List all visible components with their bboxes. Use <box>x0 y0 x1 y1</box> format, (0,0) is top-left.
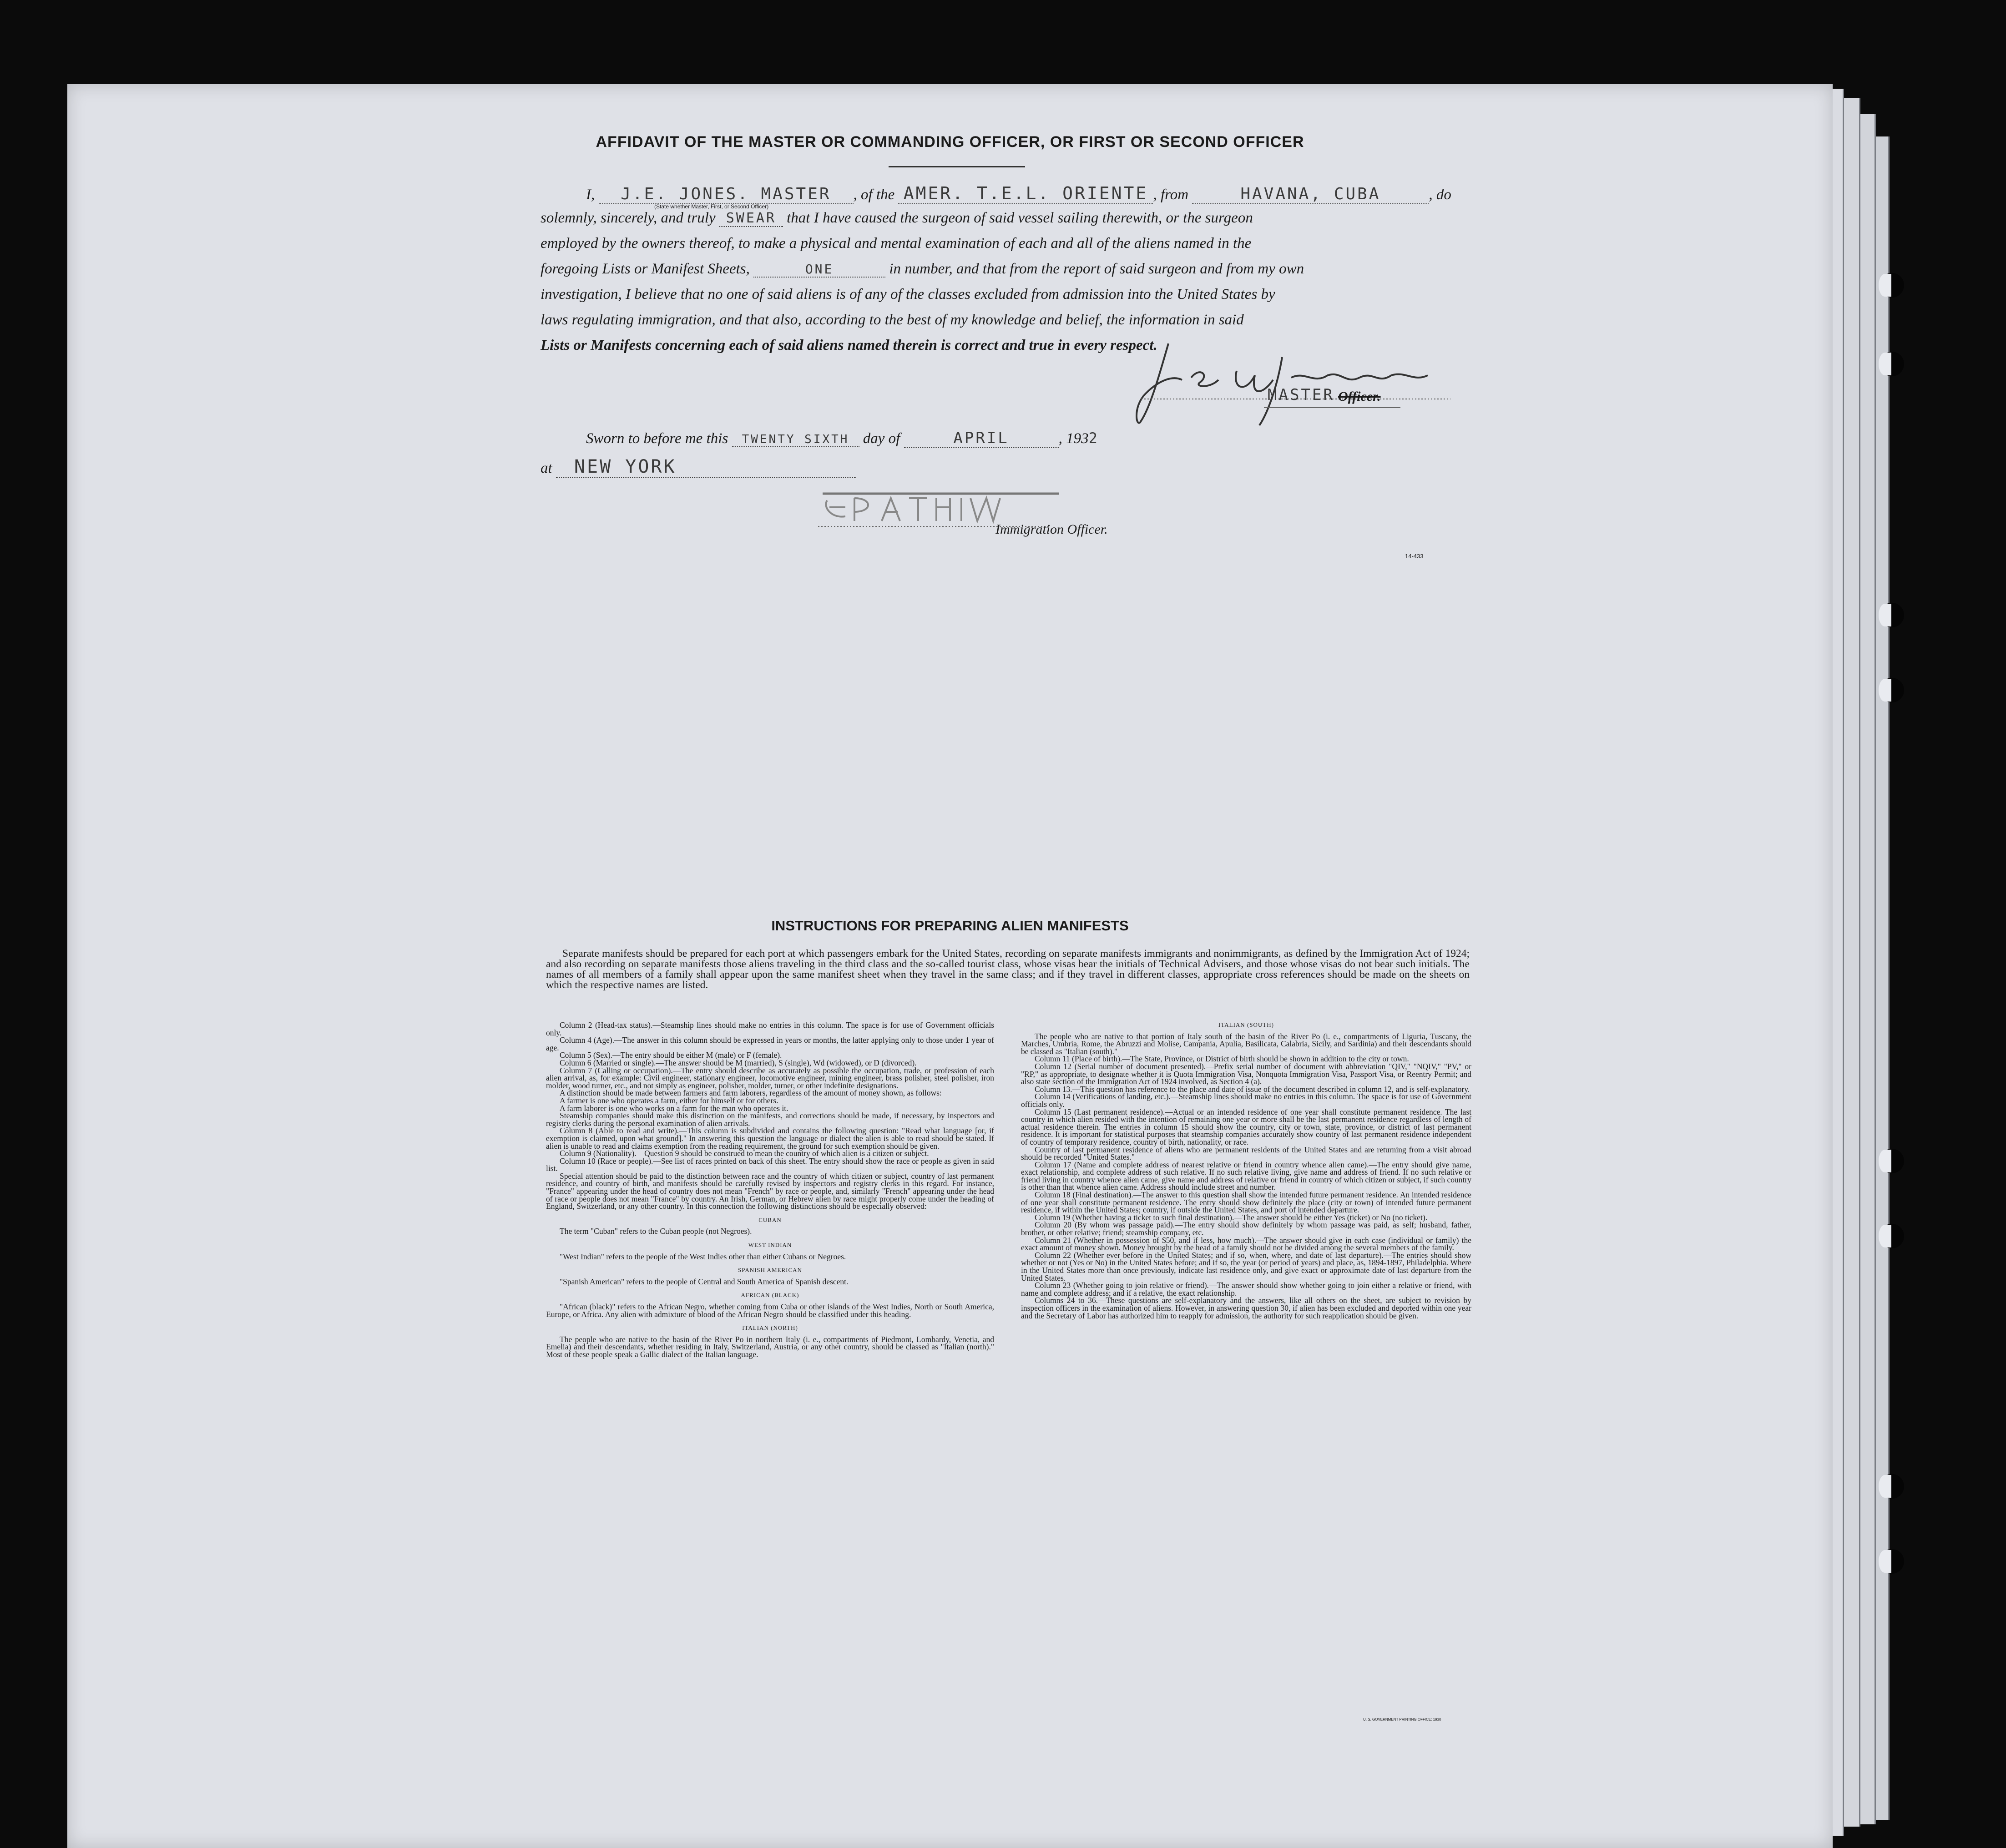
immigration-officer-label: Immigration Officer. <box>995 522 1108 537</box>
left-paragraph: Steamship companies should make this distinction on the manifests, and corrections should be made, if necessary, by inspectors and registry clerks during the personal examination of alien arrivals. <box>546 1111 994 1128</box>
right-paragraph: Column 13.—This question has reference to the place and date of issue of the document described in column 12, and is self-explanatory. <box>1035 1084 1470 1094</box>
instructions-title: INSTRUCTIONS FOR PREPARING ALIEN MANIFESTS <box>771 918 1129 934</box>
text: that I have caused the surgeon of said vessel sailing therewith, or the surgeon <box>787 210 1253 226</box>
race-heading: WEST INDIAN <box>748 1242 792 1249</box>
text: , from <box>1153 187 1189 203</box>
text: foregoing Lists or Manifest Sheets, <box>541 261 750 277</box>
instructions-left-column <box>546 1021 994 1358</box>
signature-title: MASTER <box>1268 386 1334 404</box>
sworn-day: TWENTY SIXTH <box>732 433 859 447</box>
right-paragraph: Column 19 (Whether having a ticket to such final destination).—The answer should be either Yes (ticket) or No (no ticket). <box>1035 1212 1428 1222</box>
punch-hole <box>1880 352 1904 376</box>
text: , do <box>1429 187 1451 203</box>
right-paragraph: Column 15 (Last permanent residence).—Actual or an intended residence of one year shall constitute permanent residence. The last country in which alien resided with the intention of remaining one year or more shall be the last permanent residence regardless of length of actual residence therein. The entries in column 15 should show the country, city or town, state, province, or district of last permanent residence. It is important for statistical purposes that steamship companies accurately show country of last permanent residence independent of country of temporary residence, country of birth, nationality, or race. <box>1021 1107 1471 1146</box>
right-paragraph: Column 23 (Whether going to join relative or friend).—The answer should show whether going to join either a relative or friend, with name and complete address; and if a relative, the exact relationship. <box>1021 1281 1471 1298</box>
vessel-name: AMER. T.E.L. ORIENTE <box>898 183 1153 204</box>
instructions-intro: Separate manifests should be prepared for each port at which passengers embark for the United States, recording on separate manifests immigrants and nonimmigrants, as defined by the Immigration Act of 1924; and also recording on separate manifests those aliens traveling in the third class and the so-called tourist class, whose visas bear the initials of Technical Advisers, and those whose visas do not bear such initials. The names of all members of a family shall appear upon the same manifest sheet when they travel in the same class; and if they travel in different classes, appropriate cross references should be made on the sheets on which the respective names are listed. <box>546 948 1470 991</box>
race-heading: ITALIAN (SOUTH) <box>1218 1021 1274 1028</box>
punch-hole <box>1880 1149 1904 1173</box>
sworn-month: APRIL <box>904 429 1059 448</box>
right-paragraph: Column 21 (Whether in possession of $50, and if less, how much).—The answer should give in each case (individual or family) the exact amount of money shown. Money brought by the head of a family should not be divided among the several members of the family. <box>1021 1235 1471 1252</box>
left-paragraph: Column 6 (Married or single).—The answer should be M (married), S (single), Wd (widowed), or D (divorced). <box>560 1058 917 1067</box>
race-definition: "Spanish American" refers to the people of Central and South America of Spanish descent. <box>560 1277 849 1286</box>
affidavit-line-1 <box>586 183 1451 204</box>
affidavit-line-5: investigation, I believe that no one of said aliens is of any of the classes excluded from admission into the United States by <box>541 286 1275 303</box>
sworn-year: 2 <box>1088 429 1099 447</box>
punch-hole <box>1880 1474 1904 1499</box>
left-paragraph: Column 9 (Nationality).—Question 9 should be construed to mean the country of which alien is a citizen or subject. <box>560 1149 929 1158</box>
printer-imprint: U. S. GOVERNMENT PRINTING OFFICE: 1930 <box>1363 1717 1441 1722</box>
left-paragraph: A distinction should be made between farmers and farm laborers, regardless of the amount of money shown, as follows: <box>560 1088 942 1098</box>
race-heading: ITALIAN (NORTH) <box>742 1324 798 1332</box>
affidavit-line-4 <box>541 261 1304 278</box>
sheet-count: ONE <box>753 262 885 278</box>
right-paragraph: Column 12 (Serial number of document presented).—Prefix serial number of document with abbreviation "QIV," "NQIV," "PV," or "RP," as appropriate, to designate whether it is Quota Immigration Visa, Nonquota Immigration Visa, Passport Visa, or Reentry Permit; and also state section of the Immigration Act of 1924 involved, as Section 4 (a). <box>1021 1061 1471 1086</box>
text: Sworn to before me this <box>586 430 728 447</box>
left-paragraph: Column 10 (Race or people).—See list of races printed on back of this sheet. The entry should show the race or people as given in said list. <box>546 1156 994 1173</box>
affidavit-line-2 <box>541 210 1253 227</box>
instructions-right-column <box>1021 1021 1471 1319</box>
right-paragraph: Column 18 (Final destination).—The answer to this question shall show the intended future permanent residence. An intended residence of one year shall constitute permanent residence. The entry should show definitely the place (city or town) of intended future permanent residence, if within the United States; country, if outside the United States, and port of intended departure. <box>1021 1190 1471 1215</box>
punch-hole <box>1880 1549 1904 1574</box>
text: solemnly, sincerely, and truly <box>541 210 716 226</box>
race-definition: "African (black)" refers to the African Negro, whether coming from Cuba or other islands of the West Indies, North or South America, Europe, or Africa. Any alien with admixture of blood of the African Negro should be classified under this heading. <box>546 1302 994 1319</box>
left-paragraph: A farm laborer is one who works on a farm for the man who operates it. <box>560 1103 788 1113</box>
right-paragraph: Country of last permanent residence of aliens who are permanent residents of the United States and are returning from a visit abroad should be recorded "United States." <box>1021 1145 1471 1162</box>
right-paragraph: Column 22 (Whether ever before in the United States; and if so, when, where, and date of last departure).—The entries should show whether or not (Yes or No) in the United States before; and if so, the year (or period of years) and place, as, 1894-1897, Philadelphia. Where in the United States more than once previously, indicate last residence only, and give exact or approximate date of last departure from the United States. <box>1021 1250 1471 1282</box>
manifest-page <box>67 84 1833 1848</box>
affidavit-title: AFFIDAVIT OF THE MASTER OR COMMANDING OFFICER, OR FIRST OR SECOND OFFICER <box>596 133 1304 151</box>
right-paragraph: Column 11 (Place of birth).—The State, Province, or District of birth should be shown in addition to the city or town. <box>1035 1054 1409 1064</box>
race-heading: SPANISH AMERICAN <box>738 1267 802 1274</box>
oath-word: SWEAR <box>719 210 783 227</box>
race-heading: AFRICAN (BLACK) <box>741 1292 799 1299</box>
punch-hole <box>1880 1224 1904 1248</box>
master-name: J.E. JONES. MASTER <box>599 185 854 204</box>
affidavit-line-7: Lists or Manifests concerning each of said aliens named therein is correct and true in every respect. <box>541 337 1157 353</box>
sworn-line <box>586 429 1099 448</box>
port-from: HAVANA, CUBA <box>1192 185 1429 204</box>
race-definition: The term "Cuban" refers to the Cuban people (not Negroes). <box>560 1227 752 1236</box>
right-paragraph: The people who are native to that portion of Italy south of the basin of the River Po (i. e., compartments of Liguria, Tuscany, the Marches, Umbria, Rome, the Abruzzi and Molise, Campania, Apulia, Basilicata, Calabria, Sicily, and Sardinia) and their descendants should be classed as "Italian (south)." <box>1021 1031 1471 1056</box>
affidavit-line-3: employed by the owners thereof, to make a physical and mental examination of each and all of the aliens named in the <box>541 235 1252 252</box>
race-definition: The people who are native to the basin of the River Po in northern Italy (i. e., compartments of Piedmont, Lombardy, Venetia, and Emelia) and their descendants, whether residing in Italy, Switzerland, Austria, or any other country, should be classed as "Italian (north)." Most of these people speak a Gallic dialect of the Italian language. <box>546 1334 994 1359</box>
sworn-place: NEW YORK <box>556 456 856 478</box>
title-rule <box>889 166 1025 167</box>
text: I, <box>586 187 595 203</box>
left-paragraph: Column 2 (Head-tax status).—Steamship lines should make no entries in this column. The space is for use of Government officials only. <box>546 1020 994 1037</box>
left-paragraph: Column 5 (Sex).—The entry should be either M (male) or F (female). <box>560 1050 782 1060</box>
right-paragraph: Column 17 (Name and complete address of nearest relative or friend in country whence alien came).—The entry should give name, exact relationship, and complete address of such relative. If no such relative living, give name and address of friend. If no such relative or friend living in country whence alien came, give name and address of relative or friend in country of which citizen or subject, if such country is other than that whence alien came. Address should include street and number. <box>1021 1160 1471 1192</box>
officer-hint: (State whether Master, First, or Second Officer) <box>654 203 769 210</box>
text: day of <box>863 430 900 447</box>
text: , 193 <box>1058 430 1089 447</box>
right-paragraph: Columns 24 to 36.—These questions are self-explanatory and the answers, like all others on the sheet, are subject to revision by inspection officers in the examination of aliens. However, in answering question 30, if alien has been excluded and deported within one year and the Secretary of Labor has authorized him to reapply for admission, the authority for such reapplication should be given. <box>1021 1296 1471 1320</box>
affidavit-line-6: laws regulating immigration, and that also, according to the best of my knowledge and belief, the information in said <box>541 312 1244 328</box>
right-paragraph: Column 14 (Verifications of landing, etc.).—Steamship lines should make no entries in this column. The space is for use of Government officials only. <box>1021 1092 1471 1109</box>
punch-hole <box>1880 678 1904 702</box>
left-paragraph: Column 4 (Age).—The answer in this column should be expressed in years or months, the latter applying only to those under 1 year of age. <box>546 1035 994 1052</box>
punch-hole <box>1880 603 1904 627</box>
signature-line <box>1264 407 1400 408</box>
race-heading: CUBAN <box>758 1216 782 1223</box>
right-paragraph: Column 20 (By whom was passage paid).—The entry should show definitely by whom passage was paid, as self; husband, father, brother, or other relative; friend; steamship company, etc. <box>1021 1220 1471 1237</box>
at-line <box>541 456 856 478</box>
text: , of the <box>853 187 895 203</box>
text: in number, and that from the report of said surgeon and from my own <box>889 261 1304 277</box>
left-paragraph: Column 7 (Calling or occupation).—The entry should describe as accurately as possible the occupation, trade, or profession of each alien arrival, as, for example: Civil engineer, stationary engineer, locomotive engineer, mining engineer, brass polisher, steel polisher, iron molder, wood turner, etc., and not simply as engineer, polisher, molder, turner, or other indefinite designations. <box>546 1065 994 1090</box>
text: at <box>541 460 552 476</box>
punch-hole <box>1880 273 1904 298</box>
left-paragraph: Column 8 (Able to read and write).—This column is subdivided and contains the following question: "Read what language [or, if exemption is claimed, upon what ground]." In answering this question the language or dialect the alien is able to read should be stated. If alien is unable to read and claims exemption from the reading requirement, the ground for such exemption should be given. <box>546 1126 994 1151</box>
left-paragraph: Special attention should be paid to the distinction between race and the country of which citizen or subject, country of last permanent residence, and country of birth, and manifests should be carefully revised by inspectors and registry clerks in this regard. For instance, "France" appearing under the head of country does not mean "French" by race or people, and, similarly "French" appearing under the head of race or people does not mean "France" by country. An Irish, German, or Hebrew alien by race might properly come under the heading of England, Switzerland, or any other country. In this connection the following distinctions should be especially observed: <box>546 1171 994 1211</box>
left-paragraph: A farmer is one who operates a farm, either for himself or for others. <box>560 1096 778 1105</box>
form-number: 14-433 <box>1405 553 1424 560</box>
race-definition: "West Indian" refers to the people of the West Indies other than either Cubans or Negroes. <box>560 1252 846 1261</box>
officer-struck-label: Officer. <box>1338 389 1381 404</box>
